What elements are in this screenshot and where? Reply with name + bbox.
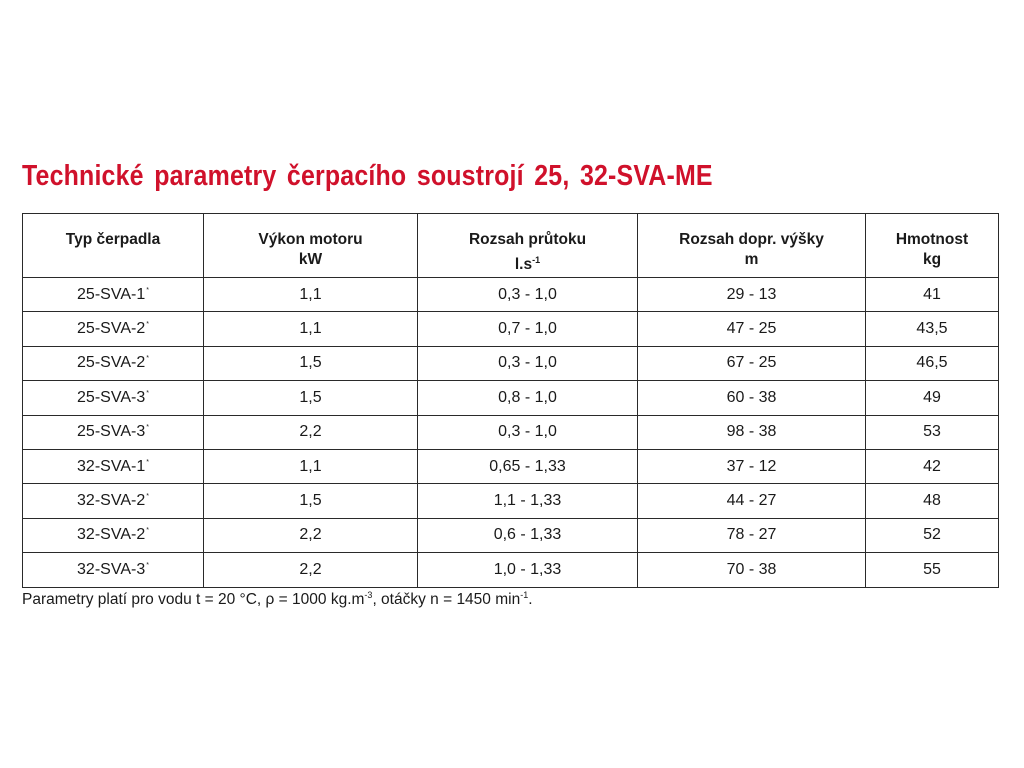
footnote: Parametry platí pro vodu t = 20 °C, ρ = 1000 $kg.m^{-3}$, otáčky n = 1450 $\min^{-1}$. — [22, 590, 533, 608]
table-row — [23, 415, 999, 449]
cell-power: 1,5 — [204, 484, 418, 518]
cell-head: 29 - 13 — [638, 278, 866, 312]
cell-flow: 1,0 - 1,33 — [418, 553, 638, 587]
cell-head: 98 - 38 — [638, 415, 866, 449]
cell-flow: 0,7 - 1,0 — [418, 312, 638, 346]
table-row — [23, 518, 999, 552]
table-body — [23, 278, 999, 588]
table-row — [23, 346, 999, 380]
cell-weight: 43,5 — [866, 312, 999, 346]
cell-weight: 49 — [866, 381, 999, 415]
page-title: Technické parametry čerpacího soustrojí 25, 32-SVA-ME — [22, 160, 713, 192]
cell-head: 44 - 27 — [638, 484, 866, 518]
table-row — [23, 449, 999, 483]
cell-flow: 0,3 - 1,0 — [418, 346, 638, 380]
cell-type: 32-SVA-2* — [23, 518, 204, 552]
cell-type: 25-SVA-1* — [23, 278, 204, 312]
header-flow-range: Rozsah průtoku $l.s^{-1}$ — [418, 214, 638, 278]
cell-weight: 46,5 — [866, 346, 999, 380]
cell-power: 1,1 — [204, 312, 418, 346]
cell-weight: 41 — [866, 278, 999, 312]
cell-weight: 55 — [866, 553, 999, 587]
table-header — [23, 214, 999, 278]
cell-power: 1,1 — [204, 278, 418, 312]
header-head-range: Rozsah dopr. výšky m — [638, 214, 866, 278]
footnote-mark: * — [146, 355, 149, 363]
cell-type: 32-SVA-3* — [23, 553, 204, 587]
footnote-mark: * — [146, 458, 149, 466]
cell-head: 37 - 12 — [638, 449, 866, 483]
cell-weight: 53 — [866, 415, 999, 449]
parameters-table — [22, 213, 999, 588]
cell-weight: 48 — [866, 484, 999, 518]
cell-head: 60 - 38 — [638, 381, 866, 415]
cell-type: 32-SVA-1* — [23, 449, 204, 483]
cell-head: 70 - 38 — [638, 553, 866, 587]
table-row — [23, 381, 999, 415]
footnote-mark: * — [146, 561, 149, 569]
cell-power: 2,2 — [204, 518, 418, 552]
table-row — [23, 553, 999, 587]
cell-power: 1,5 — [204, 381, 418, 415]
cell-weight: 52 — [866, 518, 999, 552]
cell-type: 25-SVA-3* — [23, 415, 204, 449]
footnote-mark: * — [146, 321, 149, 329]
cell-flow: 0,3 - 1,0 — [418, 415, 638, 449]
cell-flow: 0,3 - 1,0 — [418, 278, 638, 312]
footnote-mark: * — [146, 527, 149, 535]
cell-power: 2,2 — [204, 415, 418, 449]
cell-type: 25-SVA-3* — [23, 381, 204, 415]
table-row — [23, 484, 999, 518]
cell-flow: 0,6 - 1,33 — [418, 518, 638, 552]
footnote-mark: * — [146, 493, 149, 501]
footnote-mark: * — [146, 424, 149, 432]
cell-power: 1,1 — [204, 449, 418, 483]
cell-type: 32-SVA-2* — [23, 484, 204, 518]
header-weight: Hmotnost kg — [866, 214, 999, 278]
footnote-mark: * — [146, 286, 149, 294]
cell-power: 1,5 — [204, 346, 418, 380]
cell-weight: 42 — [866, 449, 999, 483]
table-row — [23, 278, 999, 312]
cell-head: 67 - 25 — [638, 346, 866, 380]
cell-flow: 1,1 - 1,33 — [418, 484, 638, 518]
cell-head: 47 - 25 — [638, 312, 866, 346]
header-motor-power: Výkon motoru kW — [204, 214, 418, 278]
cell-type: 25-SVA-2* — [23, 346, 204, 380]
cell-flow: 0,65 - 1,33 — [418, 449, 638, 483]
cell-flow: 0,8 - 1,0 — [418, 381, 638, 415]
cell-power: 2,2 — [204, 553, 418, 587]
footnote-mark: * — [146, 389, 149, 397]
header-pump-type: Typ čerpadla — [23, 214, 204, 278]
table-row — [23, 312, 999, 346]
cell-head: 78 - 27 — [638, 518, 866, 552]
cell-type: 25-SVA-2* — [23, 312, 204, 346]
